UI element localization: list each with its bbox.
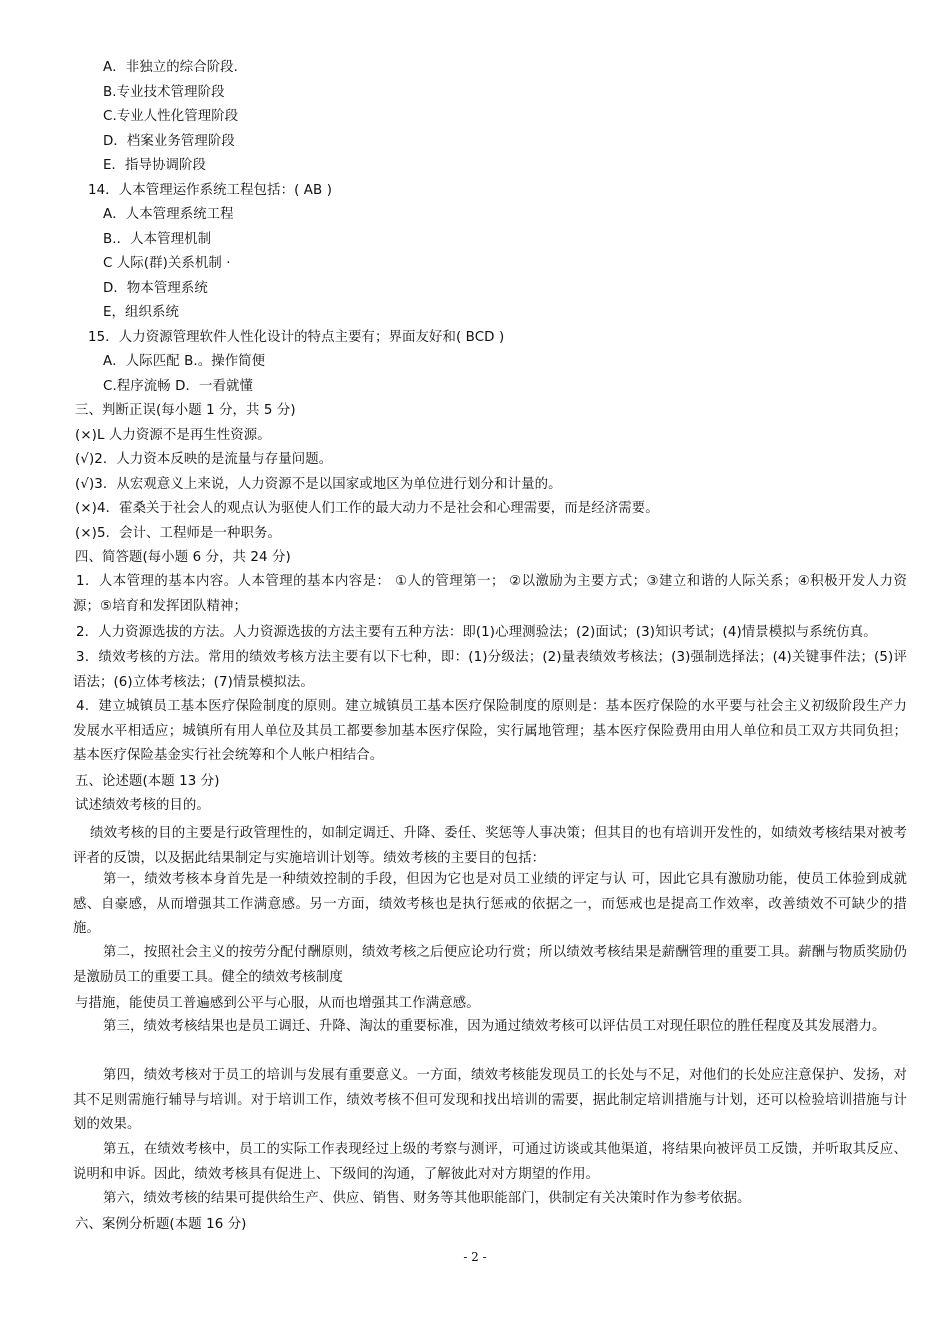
essay-intro: 绩效考核的目的主要是行政管理性的，如制定调迁、升降、委任、奖惩等人事决策；但其目的也有培训开发性的，如绩效考核结果对被考评者的反馈，以及据此结果制定与实施培训计划等。绩效考核的主要目的包括： [73,826,907,866]
q14-option-d: D．物本管理系统 [103,281,208,296]
essay-point-2-continued: 与措施，能使员工普遍感到公平与心服，从而也增强其工作满意感。 [75,996,480,1011]
true-false-5: (×)5．会计、工程师是一种职务。 [75,526,281,541]
essay-point-3: 第三，绩效考核结果也是员工调迁、升降、淘汰的重要标准，因为通过绩效考核可以评估员工对现任职位的胜任程度及其发展潜力。 [103,1019,886,1034]
true-false-1: (×)L 人力资源不是再生性资源。 [75,428,271,443]
q14-option-e: E，组织系统 [103,305,180,320]
essay-point-6: 第六，绩效考核的结果可提供给生产、供应、销售、财务等其他职能部门，供制定有关决策时作为参考依据。 [103,1191,751,1206]
short-answer-2: 2．人力资源选拔的方法。人力资源选拔的方法主要有五种方法：即(1)心理测验法；(2)面试；(3)知识考试；(4)情景模拟与系统仿真。 [76,625,877,640]
short-answer-1: 1．人本管理的基本内容。人本管理的基本内容是： ①人的管理第一； ②以激励为主要方式；③建立和谐的人际关系；④积极开发人力资源；⑤培育和发挥团队精神； [73,574,907,614]
q13-option-d: D．档案业务管理阶段 [103,134,235,149]
q15-options-ab: A．人际匹配 B.。操作简便 [103,354,266,369]
short-answer-4: 4．建立城镇员工基本医疗保险制度的原则。建立城镇员工基本医疗保险制度的原则是：基本医疗保险的水平要与社会主义初级阶段生产力发展水平相适应；城镇所有用人单位及其员工都要参加基本医疗保险，实行属地管理；基本医疗保险费用由用人单位和员工双方共同负担；基本医疗保险基金实行社会统筹和个人帐户相结合。 [73,699,907,763]
q13-option-e: E．指导协调阶段 [103,158,206,173]
q14-option-a: A．人本管理系统工程 [103,207,234,222]
true-false-2: (√)2．人力资本反映的是流量与存量问题。 [75,452,333,467]
q14-stem: 14．人本管理运作系统工程包括：( AB ) [88,183,333,198]
q14-option-b: B.．人本管理机制 [103,232,212,247]
q15-stem: 15．人力资源管理软件人性化设计的特点主要有；界面友好和( BCD ) [88,330,505,345]
true-false-3: (√)3．从宏观意义上来说，人力资源不是以国家或地区为单位进行划分和计量的。 [75,477,562,492]
section-3-heading: 三、判断正误(每小题 1 分，共 5 分) [75,403,296,418]
q13-option-a: A．非独立的综合阶段． [103,60,248,75]
essay-question: 试述绩效考核的目的。 [75,798,210,813]
q13-option-c: C.专业人性化管理阶段 [103,109,239,124]
q14-option-c: C 人际(群)关系机制 · [103,256,231,271]
essay-point-4: 第四，绩效考核对于员工的培训与发展有重要意义。一方面，绩效考核能发现员工的长处与不足，对他们的长处应注意保护、发扬，对其不足则需施行辅导与培训。对于培训工作，绩效考核不但可发现和找出培训的需要，据此制定培训措施与计划，还可以检验培训措施与计划的效果。 [73,1068,907,1132]
section-6-heading: 六、案例分析题(本题 16 分) [75,1217,247,1232]
section-4-heading: 四、简答题(每小题 6 分，共 24 分) [75,550,291,565]
true-false-4: (×)4．霍桑关于社会人的观点认为驱使人们工作的最大动力不是社会和心理需要，而是经济需要。 [75,501,659,516]
short-answer-3: 3．绩效考核的方法。常用的绩效考核方法主要有以下七种，即：(1)分级法；(2)量表绩效考核法；(3)强制选择法；(4)关键事件法；(5)评语法；(6)立体考核法；(7)情景模拟法。 [73,650,907,690]
q13-option-b: B.专业技术管理阶段 [103,85,225,100]
essay-point-2: 第二，按照社会主义的按劳分配付酬原则，绩效考核之后便应论功行赏；所以绩效考核结果是薪酬管理的重要工具。薪酬与物质奖励仍是激励员工的重要工具。健全的绩效考核制度 [73,945,907,985]
essay-point-1: 第一，绩效考核本身首先是一种绩效控制的手段，但因为它也是对员工业绩的评定与认 可，因此它具有激励功能，使员工体验到成就感、自豪感，从而增强其工作满意感。另一方面，绩效考核也是执行惩戒的依据之一，而惩戒也是提高工作效率，改善绩效不可缺少的措施。 [73,872,907,936]
section-5-heading: 五、论述题(本题 13 分) [75,774,220,789]
essay-point-5: 第五，在绩效考核中，员工的实际工作表现经过上级的考察与测评，可通过访谈或其他渠道，将结果向被评员工反馈，并听取其反应、说明和申诉。因此，绩效考核具有促进上、下级间的沟通，了解彼此对对方期望的作用。 [73,1142,907,1182]
q15-options-cd: C.程序流畅 D．一看就懂 [103,379,253,394]
page-number: - 2 - [463,1250,487,1264]
